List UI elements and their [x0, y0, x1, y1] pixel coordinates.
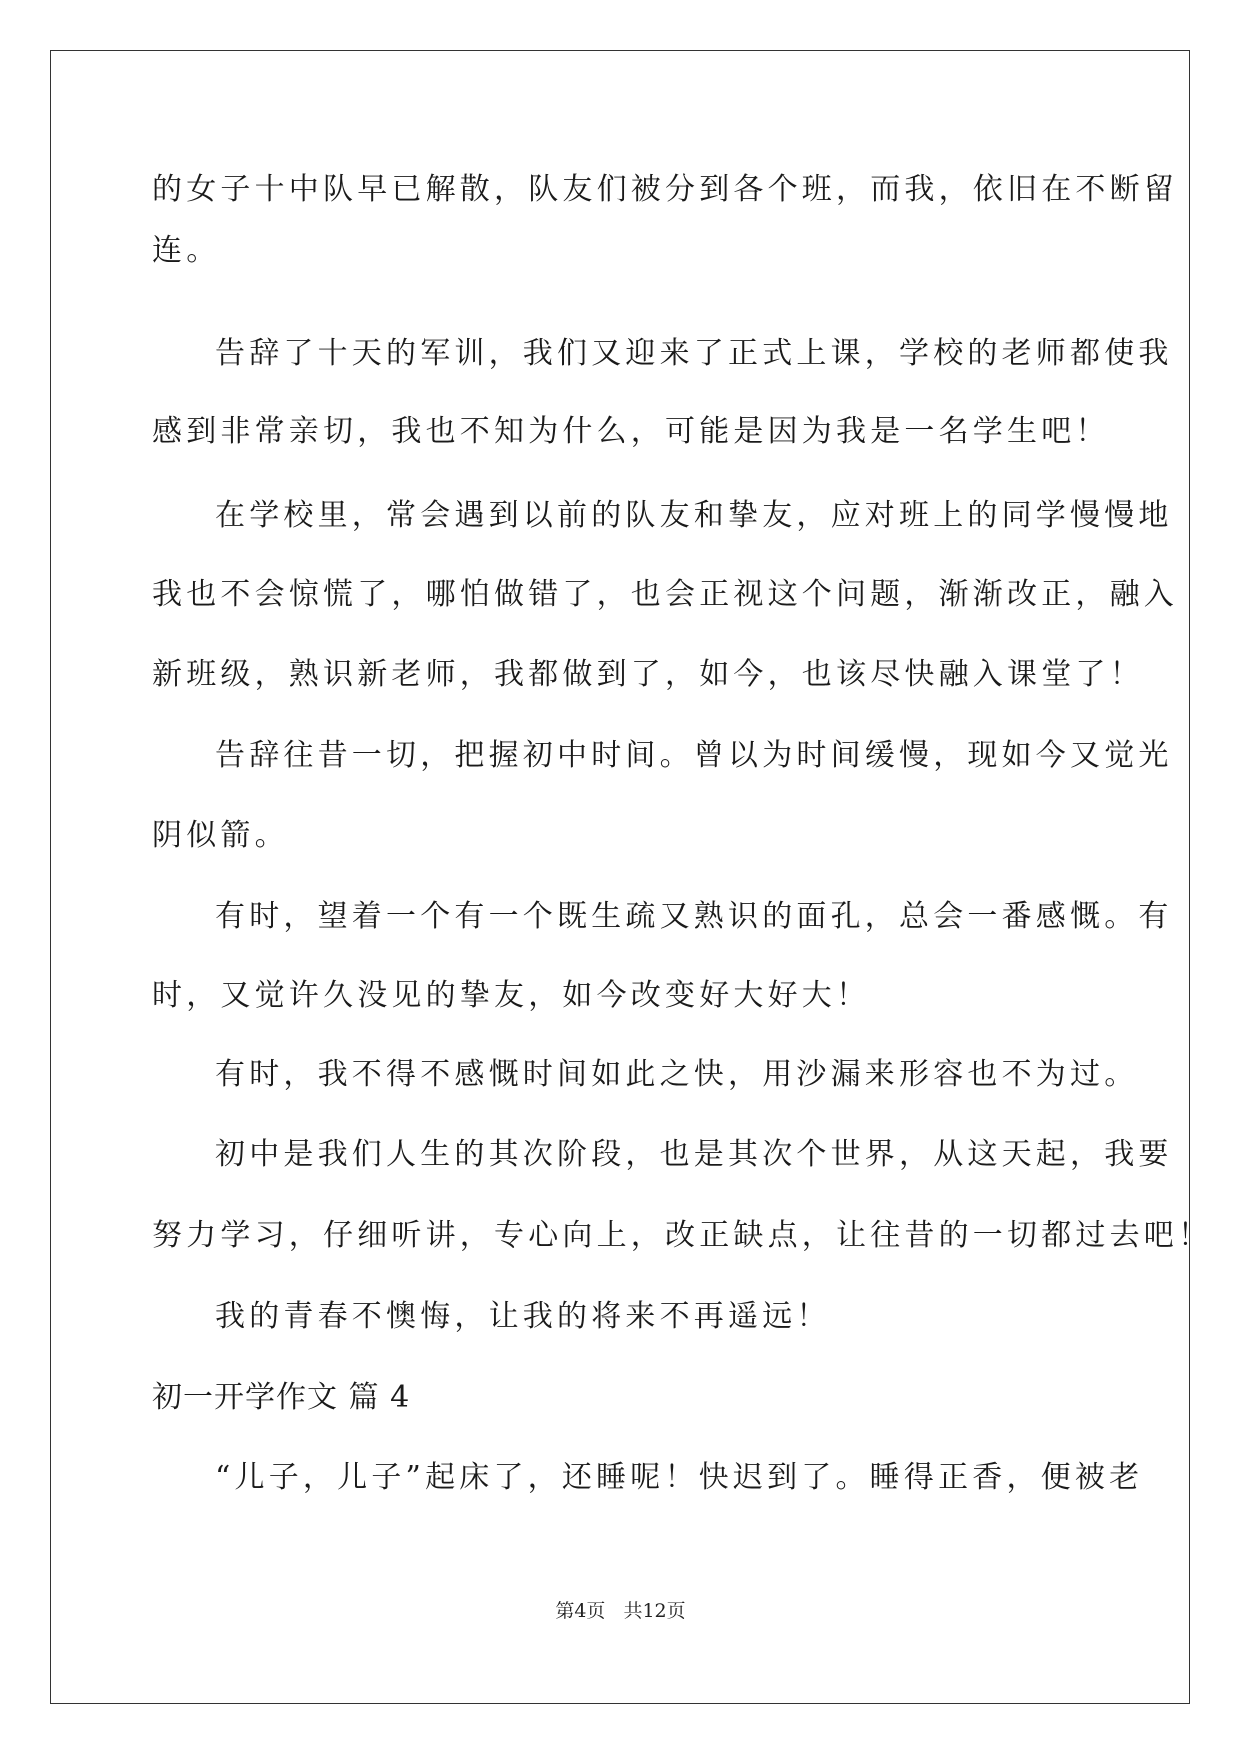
text-line: “儿子，儿子”起床了，还睡呢！快迟到了。睡得正香，便被老 [215, 1460, 1144, 1495]
text-line: 告辞了十天的军训，我们又迎来了正式上课，学校的老师都使我 [215, 336, 1173, 371]
text-line: 有时，我不得不感慨时间如此之快，用沙漏来形容也不为过。 [215, 1057, 1139, 1092]
text-line: 阴似箭。 [152, 818, 289, 853]
text-line: 新班级，熟识新老师，我都做到了，如今，也该尽快融入课堂了！ [152, 657, 1144, 692]
text-line: 连。 [152, 233, 221, 268]
text-line: 初中是我们人生的其次阶段，也是其次个世界，从这天起，我要 [215, 1137, 1173, 1172]
text-line: 时，又觉许久没见的挚友，如今改变好大好大！ [152, 978, 871, 1013]
page-border [50, 50, 1190, 1704]
text-line: 我也不会惊慌了，哪怕做错了，也会正视这个问题，渐渐改正，融入 [152, 577, 1178, 612]
text-line: 在学校里，常会遇到以前的队友和挚友，应对班上的同学慢慢地 [215, 498, 1173, 533]
text-line: 我的青春不懊悔，让我的将来不再遥远！ [215, 1299, 831, 1334]
text-line: 努力学习，仔细听讲，专心向上，改正缺点，让往昔的一切都过去吧！ [152, 1218, 1213, 1253]
text-line: 的女子十中队早已解散，队友们被分到各个班，而我，依旧在不断留 [152, 172, 1178, 207]
page-number: 第4页 [555, 1600, 606, 1622]
text-line: 有时，望着一个有一个既生疏又熟识的面孔，总会一番感慨。有 [215, 899, 1173, 934]
page-total: 共12页 [623, 1600, 686, 1622]
text-line: 感到非常亲切，我也不知为什么，可能是因为我是一名学生吧！ [152, 414, 1110, 449]
text-line: 告辞往昔一切，把握初中时间。曾以为时间缓慢，现如今又觉光 [215, 738, 1173, 773]
section-heading: 初一开学作文 篇 4 [152, 1380, 411, 1415]
page-footer [0, 1598, 1241, 1624]
